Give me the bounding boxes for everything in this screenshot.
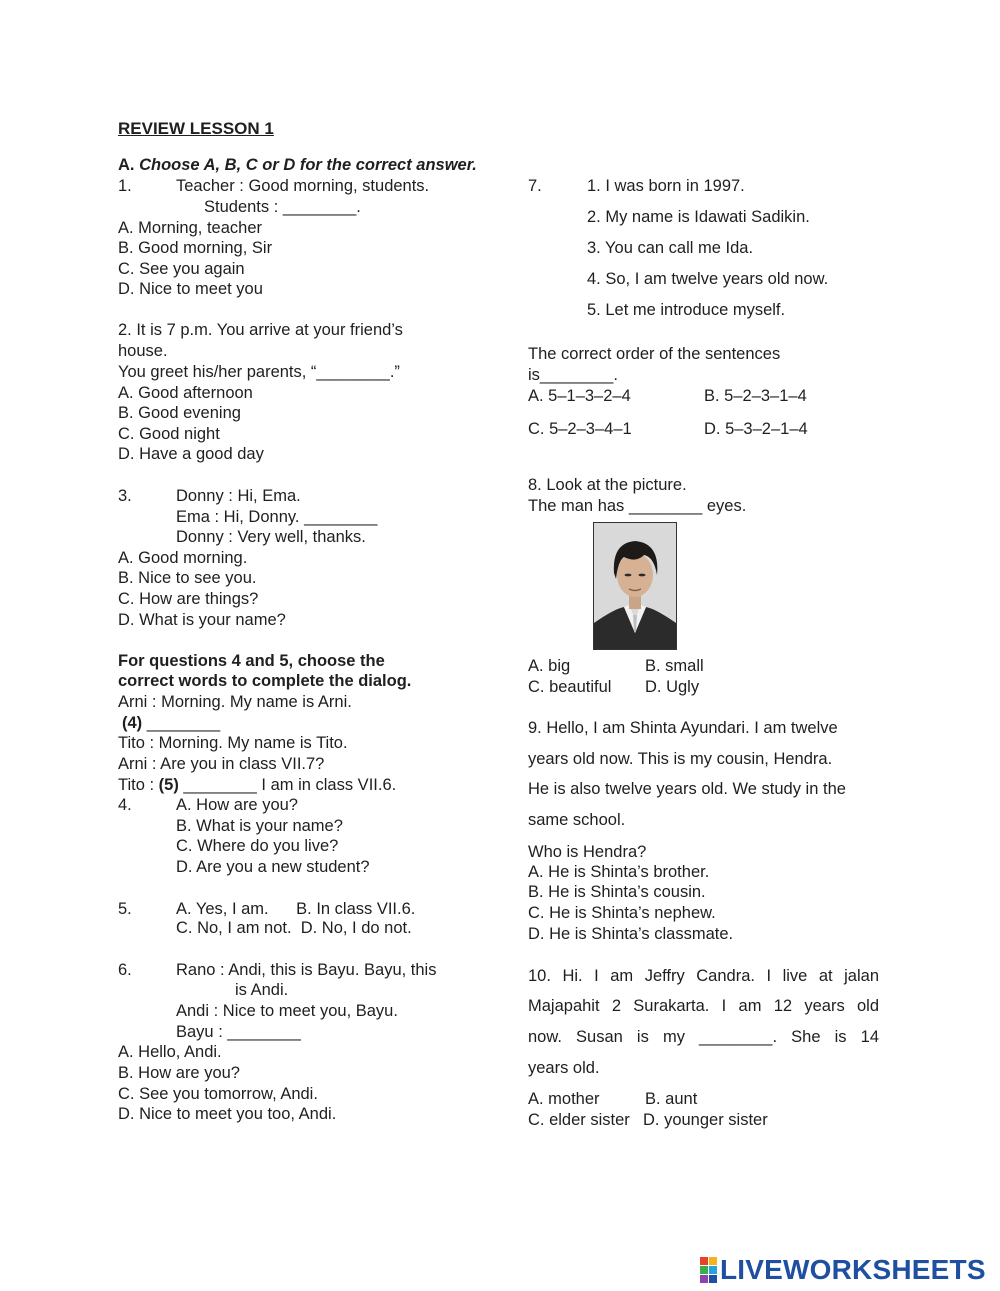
q5-options-row1: A. Yes, I am. B. In class VII.6. [176,900,416,918]
q1-line2: Students : ________. [204,198,361,216]
q9-passage-line4: same school. [528,811,626,829]
q1-option-d: D. Nice to meet you [118,280,263,298]
q7-sentence-5: 5. Let me introduce myself. [587,301,786,319]
dialog-line-arni-1: Arni : Morning. My name is Arni. [118,693,352,711]
q9-option-d: D. He is Shinta’s classmate. [528,925,734,943]
q8-line2: The man has ________ eyes. [528,497,747,515]
q7-number: 7. [528,177,542,195]
q4-number: 4. [118,796,132,814]
man-portrait-photo [593,522,677,650]
q8-line1: 8. Look at the picture. [528,476,687,494]
q10-option-b: B. aunt [645,1090,698,1108]
q3-line2: Ema : Hi, Donny. ________ [176,508,378,526]
q2-option-c: C. Good night [118,425,220,443]
q7-option-d: D. 5–3–2–1–4 [704,420,808,438]
q2-line2: house. [118,342,168,360]
q6-option-b: B. How are you? [118,1064,240,1082]
q6-line2: Andi : Nice to meet you, Bayu. [176,1002,398,1020]
q4-option-a: A. How are you? [176,796,298,814]
q3-option-c: C. How are things? [118,590,259,608]
blank-4-line: ________ [142,714,221,732]
q4-option-d: D. Are you a new student? [176,858,370,876]
q7-sentence-2: 2. My name is Idawati Sadikin. [587,208,810,226]
q10-option-d: D. younger sister [643,1111,768,1129]
q9-passage-line2: years old now. This is my cousin, Hendra. [528,750,833,768]
page-title: REVIEW LESSON 1 [118,119,274,138]
q7-sentence-1: 1. I was born in 1997. [587,177,745,195]
q10-option-c: C. elder sister [528,1111,630,1129]
q10-option-a: A. mother [528,1090,600,1108]
q1-option-b: B. Good morning, Sir [118,239,273,257]
q4-option-c: C. Where do you live? [176,837,339,855]
q6-option-c: C. See you tomorrow, Andi. [118,1085,318,1103]
q2-line3: You greet his/her parents, “________.” [118,363,400,381]
dialog-line-arni-2: Arni : Are you in class VII.7? [118,755,325,773]
q9-stem: Who is Hendra? [528,843,647,861]
dialog-line-tito-1: Tito : Morning. My name is Tito. [118,734,348,752]
logo-blocks-icon [700,1257,717,1283]
q2-line1: 2. It is 7 p.m. You arrive at your friend’s [118,321,403,339]
q10-passage-line2: Majapahit 2 Surakarta. I am 12 years old [528,997,879,1015]
q3-option-b: B. Nice to see you. [118,569,257,587]
q9-option-c: C. He is Shinta’s nephew. [528,904,716,922]
q6-line1: Rano : Andi, this is Bayu. Bayu, this [176,961,437,979]
section-a-instruction [118,155,477,175]
q10-passage-line1: 10. Hi. I am Jeffry Candra. I live at jalan [528,967,879,985]
q9-option-a: A. He is Shinta’s brother. [528,863,710,881]
blank-5-label: (5) [158,776,179,794]
q5-number: 5. [118,900,132,918]
q4-option-b: B. What is your name? [176,817,343,835]
q6-line3: Bayu : ________ [176,1023,301,1041]
blank-5-rest: ________ I am in class VII.6. [178,776,397,794]
q6-option-d: D. Nice to meet you too, Andi. [118,1105,337,1123]
q8-option-a: A. big [528,657,571,675]
q6-option-a: A. Hello, Andi. [118,1043,222,1061]
q8-option-c: C. beautiful [528,678,612,696]
q1-number: 1. [118,177,132,195]
q1-option-a: A. Morning, teacher [118,219,262,237]
q6-number: 6. [118,961,132,979]
q5-options-row2: C. No, I am not. D. No, I do not. [176,919,412,937]
q1-line1: Teacher : Good morning, students. [176,177,430,195]
q9-option-b: B. He is Shinta’s cousin. [528,883,706,901]
q7-option-a: A. 5–1–3–2–4 [528,387,631,405]
q7-sentence-4: 4. So, I am twelve years old now. [587,270,829,288]
q2-option-b: B. Good evening [118,404,241,422]
dialog-blank-4 [122,713,220,733]
blank-4-label: (4) [122,714,143,732]
q9-passage-line3: He is also twelve years old. We study in the [528,780,846,798]
q7-sentence-3: 3. You can call me Ida. [587,239,754,257]
q2-option-a: A. Good afternoon [118,384,253,402]
q7-stem-line2: is________. [528,366,618,384]
q8-option-b: B. small [645,657,704,675]
liveworksheets-logo [700,1256,986,1284]
q3-option-d: D. What is your name? [118,611,286,629]
q8-option-d: D. Ugly [645,678,700,696]
q3-number: 3. [118,487,132,505]
q7-option-c: C. 5–2–3–4–1 [528,420,632,438]
section-a-text: Choose A, B, C or D for the correct answer. [139,156,477,174]
q7-stem-line1: The correct order of the sentences [528,345,781,363]
tito-speaker: Tito : [118,776,159,794]
portrait-illustration [594,523,676,649]
dialog-line-tito-2 [118,775,396,795]
q10-passage-line3: now. Susan is my ________. She is 14 [528,1028,879,1046]
q3-line1: Donny : Hi, Ema. [176,487,301,505]
q6-line1b: is Andi. [235,981,289,999]
q2-option-d: D. Have a good day [118,445,264,463]
dialog-heading-line2: correct words to complete the dialog. [118,672,412,690]
q10-passage-line4: years old. [528,1059,600,1077]
dialog-heading-line1: For questions 4 and 5, choose the [118,652,385,670]
q7-option-b: B. 5–2–3–1–4 [704,387,807,405]
logo-text: LIVEWORKSHEETS [720,1254,986,1285]
q3-option-a: A. Good morning. [118,549,248,567]
q1-option-c: C. See you again [118,260,245,278]
q3-line3: Donny : Very well, thanks. [176,528,366,546]
q9-passage-line1: 9. Hello, I am Shinta Ayundari. I am twelve [528,719,838,737]
section-a-label: A. [118,156,135,174]
